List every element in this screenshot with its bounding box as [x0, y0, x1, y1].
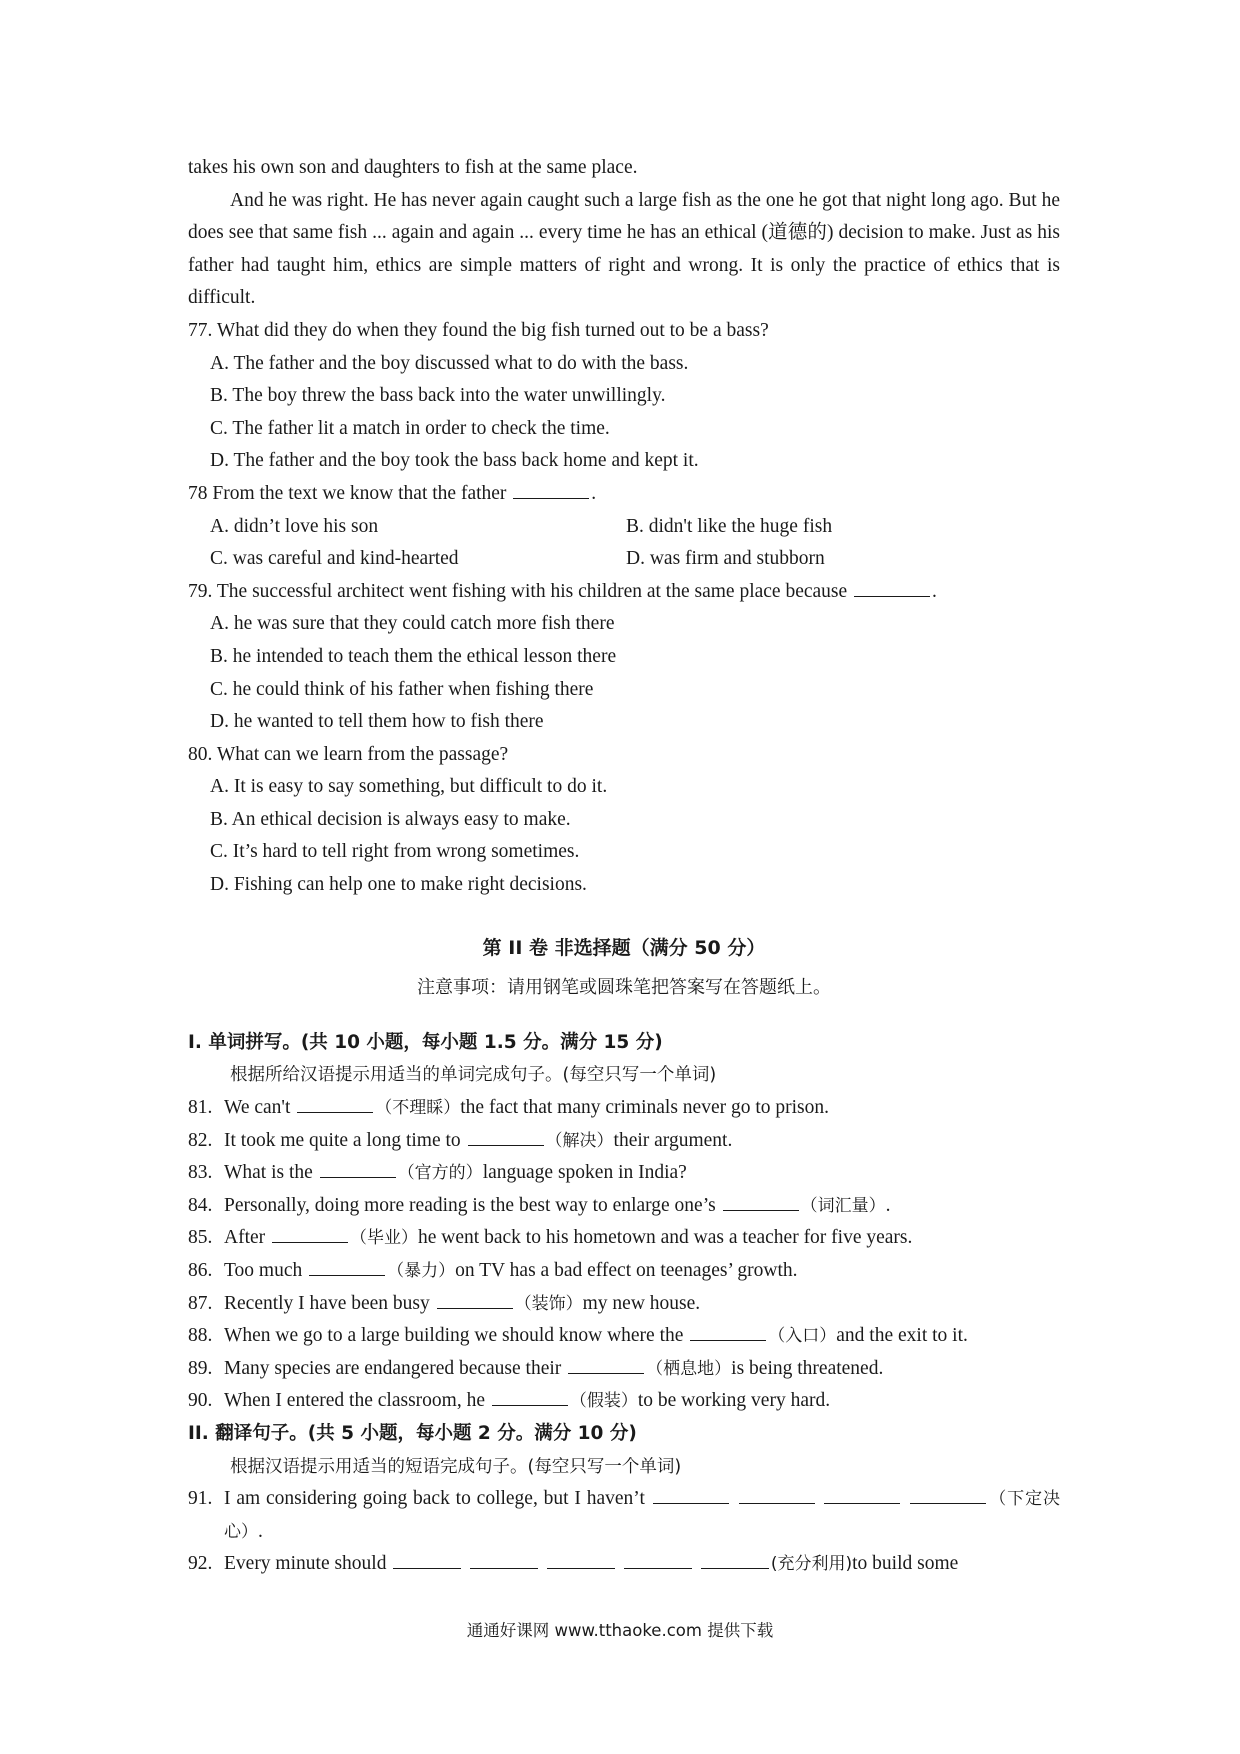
word-spelling-item: [188, 1353, 1060, 1386]
sentence-pre: Many species are endangered because their: [224, 1357, 562, 1379]
answer-blank: [468, 1129, 544, 1146]
chinese-hint: （下定决心）: [224, 1489, 1061, 1542]
sentence-post: their argument.: [613, 1129, 733, 1151]
word-spelling-item: [188, 1288, 1060, 1321]
item-number: 88.: [188, 1325, 213, 1347]
word-spelling-item: [188, 1190, 1060, 1223]
chinese-hint: （不理睬）: [375, 1098, 461, 1119]
sentence-post: the fact that many criminals never go to prison.: [460, 1097, 830, 1119]
chinese-hint: （解决）: [545, 1130, 614, 1151]
chinese-hint: （官方的）: [397, 1163, 483, 1184]
word-spelling-item: [188, 1320, 1060, 1353]
word-spelling-item: [188, 1255, 1060, 1288]
sentence-post: my new house.: [582, 1292, 701, 1314]
question-stem: 79. The successful architect went fishing with his children at the same place because .: [188, 580, 937, 602]
answer-blank: [701, 1552, 769, 1569]
answer-blank: [272, 1226, 348, 1243]
item-number: 83.: [188, 1162, 213, 1184]
sentence-pre: Personally, doing more reading is the best way to enlarge one’s: [224, 1194, 716, 1216]
option-d: D. he wanted to tell them how to fish there: [210, 711, 544, 733]
answer-blank: [653, 1487, 729, 1504]
chinese-hint: （入口）: [768, 1326, 837, 1347]
option-b: B. An ethical decision is always easy to make.: [210, 808, 571, 830]
sentence-post: on TV has a bad effect on teenages’ growth.: [455, 1260, 798, 1281]
item-number: 81.: [188, 1097, 213, 1119]
answer-blank: [568, 1357, 644, 1374]
answer-blank: [854, 580, 930, 597]
sentence-post: and the exit to it.: [836, 1325, 968, 1347]
question-77: [188, 315, 1060, 478]
item-number: 92.: [188, 1553, 213, 1575]
part-instruction: 根据汉语提示用适当的短语完成句子。(每空只写一个单词): [230, 1456, 682, 1477]
sentence-post: to build some: [852, 1553, 959, 1575]
option-a: A. he was sure that they could catch more fish there: [210, 613, 615, 635]
option-b: B. he intended to teach them the ethical lesson there: [210, 645, 617, 667]
answer-blank: [309, 1259, 385, 1276]
answer-blank: [393, 1552, 461, 1569]
word-spelling-item: [188, 1222, 1060, 1255]
question-79: [188, 576, 1060, 739]
word-spelling-item: [188, 1125, 1060, 1158]
sentence-pre: What is the: [224, 1162, 313, 1184]
question-stem: 78 From the text we know that the father .: [188, 482, 597, 504]
question-stem: 77. What did they do when they found the big fish turned out to be a bass?: [188, 319, 769, 341]
answer-blank: [513, 482, 589, 499]
sentence-pre: Every minute should: [224, 1553, 387, 1575]
option-c: C. It’s hard to tell right from wrong sometimes.: [210, 841, 580, 863]
option-a: A. The father and the boy discussed what to do with the bass.: [210, 352, 689, 374]
chinese-hint: （毕业）: [350, 1228, 419, 1249]
item-number: 87.: [188, 1292, 213, 1314]
word-spelling-item: [188, 1092, 1060, 1125]
answer-blank: [739, 1487, 815, 1504]
item-number: 82.: [188, 1129, 213, 1151]
question-80: [188, 739, 1060, 902]
option-d: D. Fishing can help one to make right decisions.: [210, 874, 587, 896]
sentence-pre: Too much: [224, 1260, 303, 1281]
chinese-hint: （暴力）: [387, 1261, 456, 1281]
sentence-pre: I am considering going back to college, but I haven’t: [224, 1488, 645, 1510]
option-b: B. The boy threw the bass back into the water unwillingly.: [210, 385, 666, 407]
item-number: 85.: [188, 1227, 213, 1249]
answer-blank: [437, 1292, 513, 1309]
passage-carry-line: takes his own son and daughters to fish at the same place.: [188, 157, 638, 178]
answer-blank: [470, 1552, 538, 1569]
question-stem: 80. What can we learn from the passage?: [188, 743, 509, 765]
answer-blank: [690, 1324, 766, 1341]
page-footer: 通通好课网 www.tthaoke.com 提供下载: [466, 1621, 774, 1640]
sentence-post: he went back to his hometown and was a teacher for five years.: [418, 1227, 913, 1249]
sentence-post: is being threatened.: [731, 1357, 884, 1379]
exam-page: [188, 152, 1060, 1581]
option-d: D. was firm and stubborn: [626, 548, 825, 570]
item-number: 89.: [188, 1357, 213, 1379]
answer-blank: [320, 1161, 396, 1178]
sentence-pre: It took me quite a long time to: [224, 1129, 461, 1151]
part-heading: II. 翻译句子。(共 5 小题，每小题 2 分。满分 10 分): [188, 1422, 637, 1444]
translation-item: [188, 1548, 1060, 1581]
answer-blank: [624, 1552, 692, 1569]
word-spelling-item: [188, 1385, 1060, 1418]
option-b: B. didn't like the huge fish: [626, 515, 833, 537]
item-number: 91.: [188, 1488, 213, 1510]
word-spelling-list: [188, 1092, 1060, 1418]
sentence-pre: When I entered the classroom, he: [224, 1390, 485, 1412]
sentence-pre: We can't: [224, 1097, 291, 1119]
options-row: [210, 511, 1060, 544]
item-number: 84.: [188, 1194, 213, 1216]
sentence-pre: When we go to a large building we should know where the: [224, 1325, 684, 1347]
sentence-pre: Recently I have been busy: [224, 1292, 430, 1314]
sentence-post: .: [258, 1520, 263, 1542]
item-number: 90.: [188, 1390, 213, 1412]
sentence-post: language spoken in India?: [482, 1162, 687, 1184]
sentence-pre: After: [224, 1227, 266, 1249]
chinese-hint: （词汇量）: [800, 1195, 886, 1216]
chinese-hint: （栖息地）: [646, 1358, 732, 1379]
answer-blank: [910, 1487, 986, 1504]
answer-blank: [547, 1552, 615, 1569]
section-notice: 注意事项：请用钢笔或圆珠笔把答案写在答题纸上。: [417, 977, 831, 999]
chinese-hint: （假装）: [569, 1391, 638, 1412]
answer-blank: [723, 1194, 799, 1211]
passage-paragraph: And he was right. He has never again caught such a large fish as the one he got that night long ago. But he does see that same fish ... again and again ... every time he has an ethical (道德的) decision to make. Just as his father had taught him, ethics are simple matters of right and wrong. It is only the practice of ethics that is difficult.: [188, 189, 1060, 309]
part-heading: I. 单词拼写。(共 10 小题，每小题 1.5 分。满分 15 分): [188, 1031, 663, 1053]
sentence-post: to be working very hard.: [637, 1390, 831, 1412]
option-c: C. he could think of his father when fishing there: [210, 678, 594, 700]
option-a: A. It is easy to say something, but difficult to do it.: [210, 776, 608, 798]
answer-blank: [492, 1389, 568, 1406]
translation-item: [188, 1483, 1060, 1548]
option-c: C. was careful and kind-hearted: [210, 548, 459, 570]
option-d: D. The father and the boy took the bass back home and kept it.: [210, 450, 699, 472]
answer-blank: [824, 1487, 900, 1504]
section-title: 第 II 卷 非选择题（满分 50 分）: [482, 936, 766, 959]
question-78: [188, 478, 1060, 576]
word-spelling-item: [188, 1157, 1060, 1190]
option-a: A. didn’t love his son: [210, 515, 379, 537]
sentence-post: .: [885, 1194, 891, 1216]
chinese-hint: （装饰）: [514, 1293, 583, 1314]
chinese-hint: (充分利用): [770, 1554, 853, 1575]
options-row: [210, 543, 1060, 576]
answer-blank: [297, 1096, 373, 1113]
part-instruction: 根据所给汉语提示用适当的单词完成句子。(每空只写一个单词): [230, 1065, 717, 1086]
item-number: 86.: [188, 1260, 213, 1281]
option-c: C. The father lit a match in order to check the time.: [210, 417, 610, 439]
